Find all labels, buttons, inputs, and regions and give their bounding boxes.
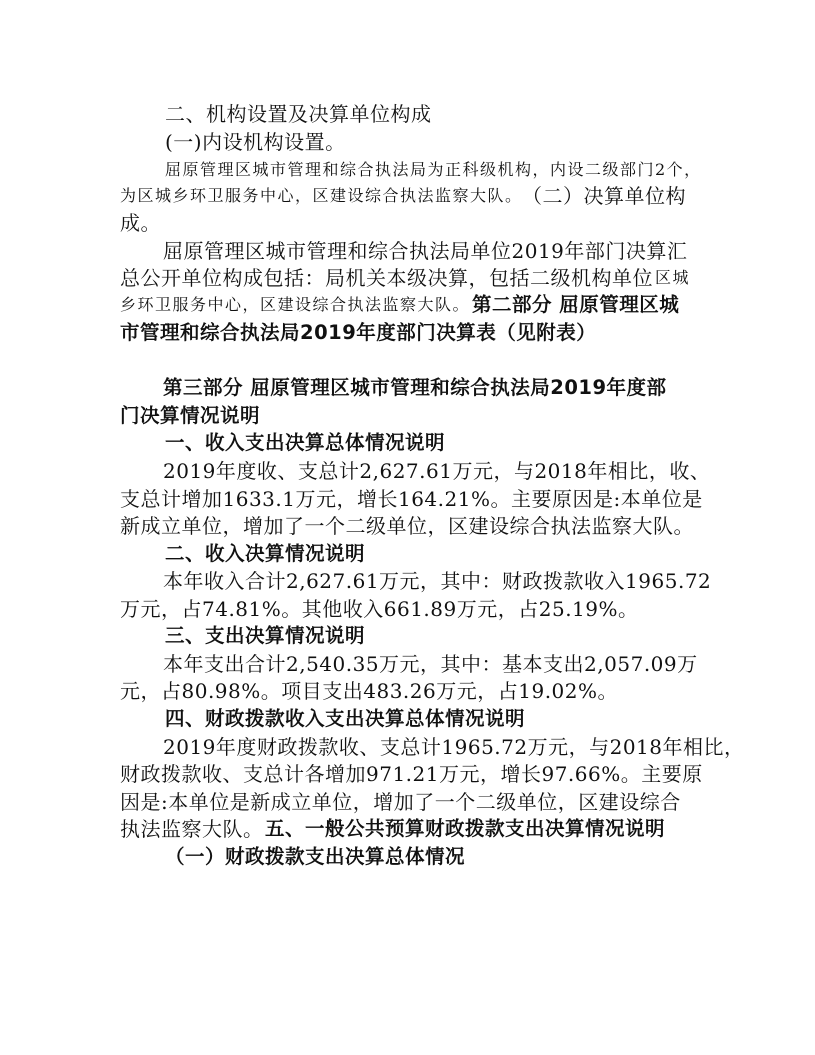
body-text-line: 因是:本单位是新成立单位，增加了一个二级单位，区建设综合: [120, 790, 681, 814]
body-text-line: 总公开单位构成包括：局机关本级决算，包括二级机构单位: [120, 266, 653, 290]
body-text-line: 新成立单位，增加了一个二级单位，区建设综合执法监察大队。: [120, 514, 694, 538]
body-text-line: 成。: [120, 211, 161, 235]
part-two-heading-cont: 市管理和综合执法局2019年度部门决算表（见附表）: [120, 321, 597, 344]
part-three-heading-cont: 门决算情况说明: [120, 404, 261, 427]
body-text-line: 2019年度财政拨款收、支总计1965.72万元，与2018年相比，: [163, 735, 745, 759]
section-heading-1: 一、收入支出决算总体情况说明: [165, 431, 446, 454]
subsection-heading-5-1: （一）财政拨款支出决算总体情况: [165, 845, 466, 868]
section-heading-4: 四、财政拨款收入支出决算总体情况说明: [165, 707, 526, 730]
body-text-line: 本年支出合计2,540.35万元，其中：基本支出2,057.09万: [163, 652, 698, 676]
body-text-line: 执法监察大队。: [120, 817, 264, 841]
section-heading-3: 三、支出决算情况说明: [165, 624, 366, 647]
body-text-line: 屈原管理区城市管理和综合执法局为正科级机构，内设二级部门2个，: [165, 160, 702, 179]
body-text-line: 乡环卫服务中心，区建设综合执法监察大队。: [120, 295, 471, 314]
subheading-final-account-unit: （二）决算单位构: [522, 184, 686, 208]
section-heading-5: 五、一般公共预算财政拨款支出决算情况说明: [265, 817, 666, 840]
subheading-internal-org: (一)内设机构设置。: [165, 130, 346, 154]
body-text-line: 为区城乡环卫服务中心，区建设综合执法监察大队。: [120, 186, 523, 205]
part-three-heading: 第三部分 屈原管理区城市管理和综合执法局2019年度部: [163, 376, 667, 399]
body-text-line: 本年收入合计2,627.61万元，其中：财政拨款收入1965.72: [163, 569, 712, 593]
body-text-line: 屈原管理区城市管理和综合执法局单位2019年部门决算汇: [163, 239, 688, 263]
body-text-line: 2019年度收、支总计2,627.61万元，与2018年相比，收、: [163, 459, 711, 483]
body-text-line: 万元，占74.81%。其他收入661.89万元，占25.19%。: [120, 597, 639, 621]
body-text-line: 区城: [655, 268, 691, 287]
body-text-line: 元，占80.98%。项目支出483.26万元，占19.02%。: [120, 679, 618, 703]
part-two-heading: 第二部分 屈原管理区城: [472, 293, 680, 316]
body-text-line: 财政拨款收、支总计各增加971.21万元，增长97.66%。主要原: [120, 762, 703, 786]
section-heading-2: 二、收入决算情况说明: [165, 542, 366, 565]
section-heading-org: 二、机构设置及决算单位构成: [165, 102, 432, 126]
body-text-line: 支总计增加1633.1万元，增长164.21%。主要原因是:本单位是: [120, 487, 703, 511]
